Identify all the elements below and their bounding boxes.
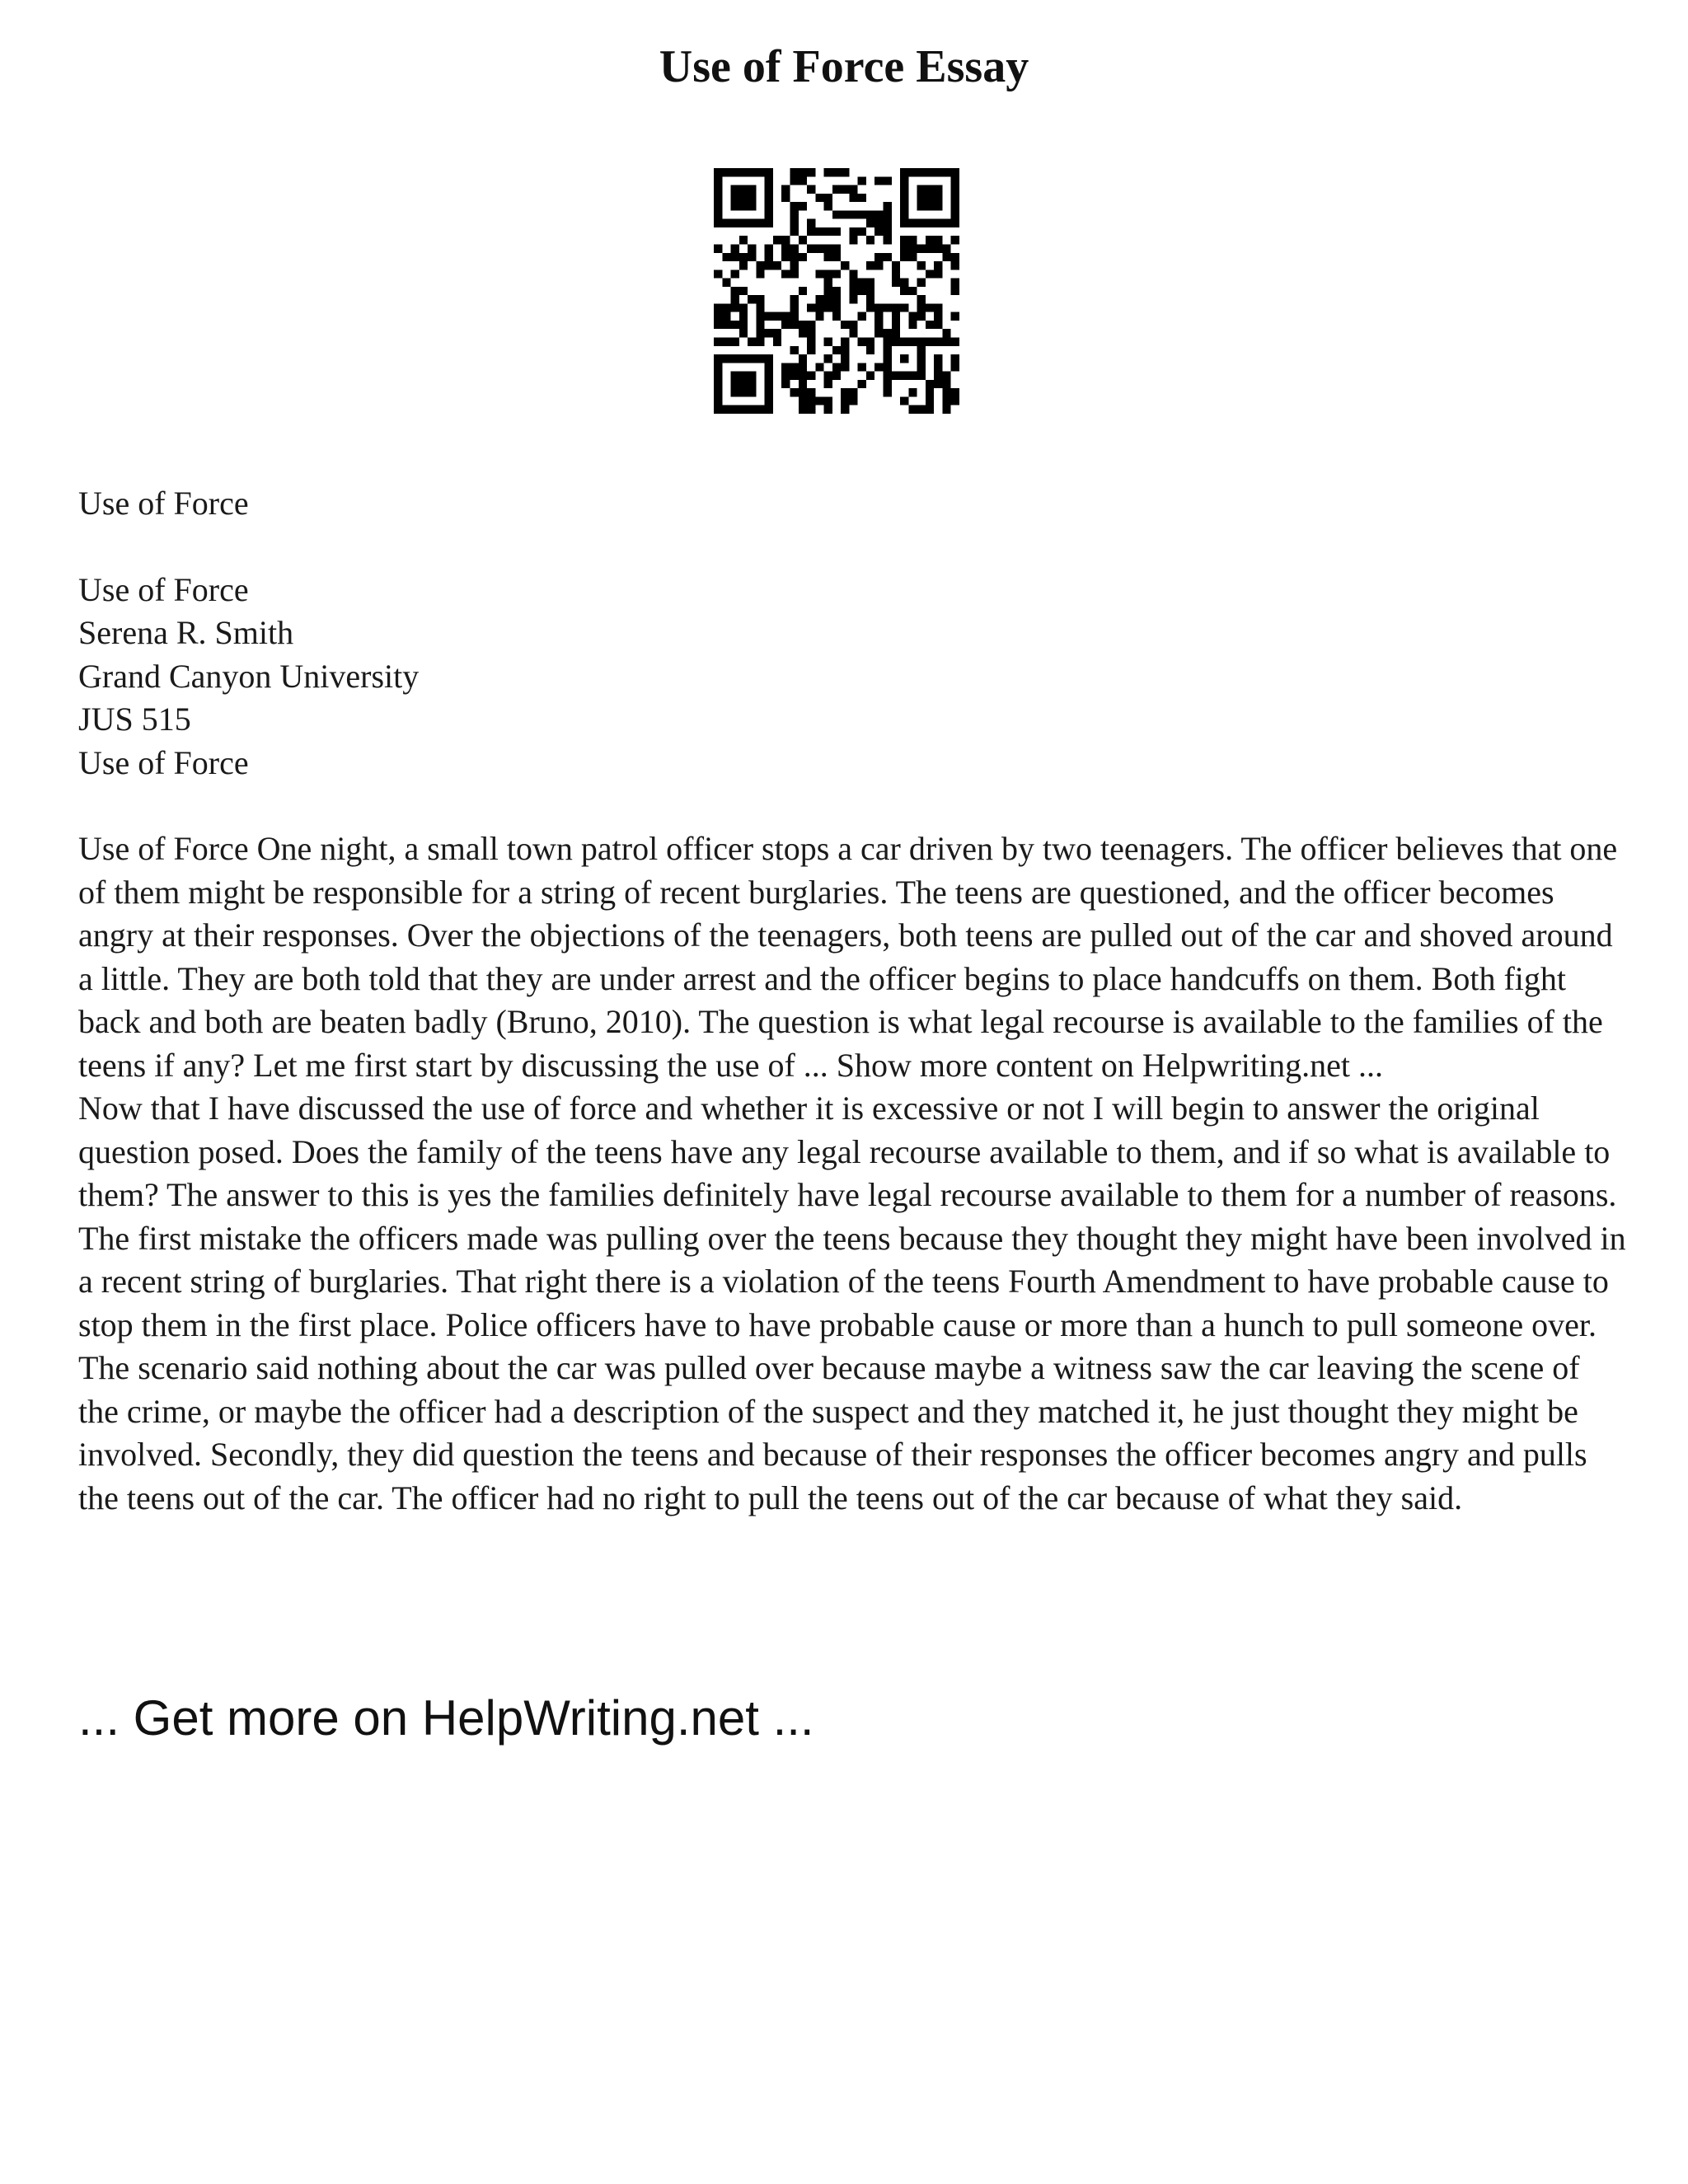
document-heading: Use of Force xyxy=(78,485,249,522)
header-line-title: Use of Force xyxy=(78,570,249,608)
header-line-author: Serena R. Smith xyxy=(78,614,294,651)
header-line-course: JUS 515 xyxy=(78,701,191,738)
document-body xyxy=(78,482,1628,1520)
header-line-university: Grand Canyon University xyxy=(78,657,420,695)
header-line-subject: Use of Force xyxy=(78,743,249,781)
page-title: Use of Force Essay xyxy=(659,41,1029,92)
body-paragraph-2: Now that I have discussed the use of force and whether it is excessive or not I will begin to answer the original question posed. Does the family of the teens have any legal recourse available to them, and if so what is available to them? The answer to this is yes the families definitely have legal recourse available to them for a number of reasons. The first mistake the officers made was pulling over the teens because they thought they might have been involved in a recent string of burglaries. That right there is a violation of the teens Fourth Amendment to have probable cause to stop them in the first place. Police officers have to have probable cause or more than a hunch to pull someone over. The scenario said nothing about the car was pulled over because maybe a witness saw the car leaving the scene of the crime, or maybe the officer had a description of the suspect and they matched it, he just thought they might be involved. Secondly, they did question the teens and because of their responses the officer becomes angry and pulls the teens out of the car. The officer had no right to pull the teens out of the car because of what they said. xyxy=(78,1090,1626,1516)
get-more-link[interactable]: ... Get more on HelpWriting.net ... xyxy=(78,1690,814,1746)
author-header-block xyxy=(78,569,1628,785)
qr-code-icon[interactable] xyxy=(714,168,959,414)
body-paragraph-1: Use of Force One night, a small town patrol officer stops a car driven by two teenagers. The officer believes that one of them might be responsible for a string of recent burglaries. The teens are questioned, and the officer becomes angry at their responses. Over the objections of the teenagers, both teens are pulled out of the car and shoved around a little. They are both told that they are under arrest and the officer begins to place handcuffs on them. Both fight back and both are beaten badly (Bruno, 2010). The question is what legal recourse is available to the families of the teens if any? Let me first start by discussing the use of ... Show more content on Helpwriting.net ... xyxy=(78,830,1618,1084)
qr-code-graphic xyxy=(714,168,959,414)
